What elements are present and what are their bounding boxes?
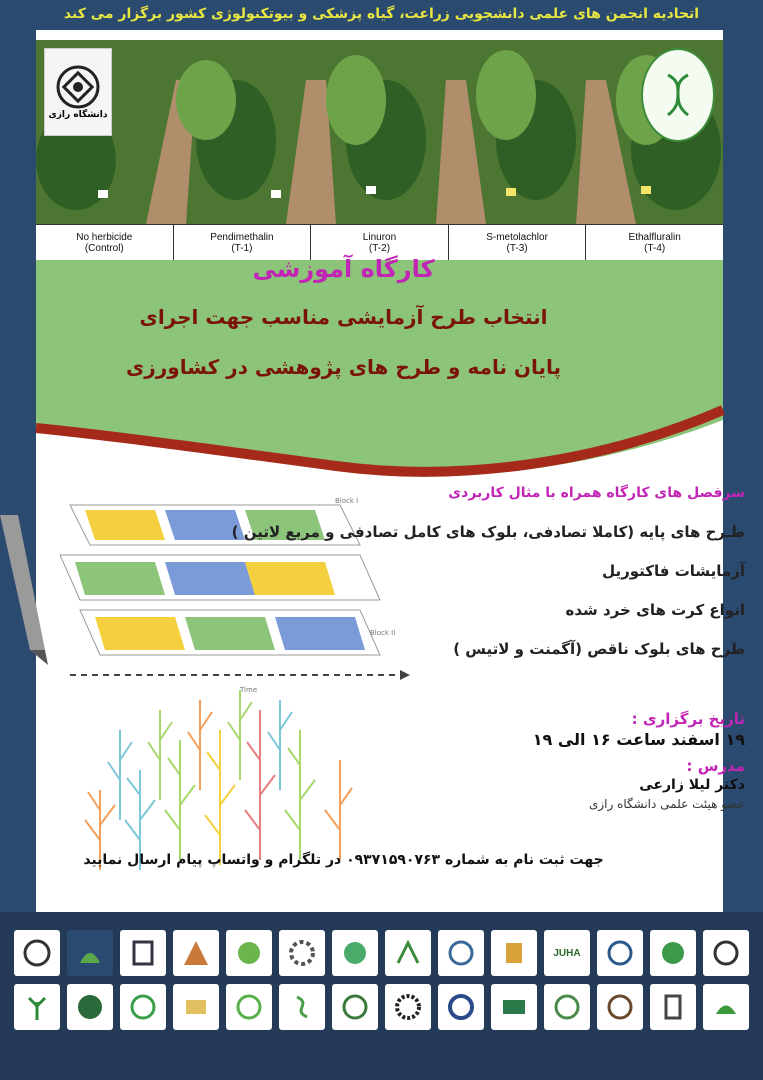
teacher-label: مدرس :: [686, 757, 745, 775]
sponsor-logo: [597, 984, 643, 1030]
sponsor-logo: [226, 930, 272, 976]
sponsor-logo: [173, 930, 219, 976]
treatment-name: Ethalfluralin: [628, 232, 681, 243]
treatment-name: Pendimethalin: [210, 232, 274, 243]
header-text: اتحادیه انجمن های علمی دانشجویی زراعت، گیاه پزشکی و بیوتکنولوژی کشور برگزار می کند: [63, 6, 700, 22]
treatment-name: No herbicide: [76, 232, 133, 243]
workshop-title: کارگاه آموزشی: [252, 255, 435, 283]
sponsor-logo: [597, 930, 643, 976]
sponsor-logo: [332, 930, 378, 976]
syllabus-item: انواع کرت های خرد شده: [565, 601, 745, 619]
sponsor-logo: [120, 930, 166, 976]
teacher-title: عضو هیئت علمی دانشگاه رازی: [588, 797, 745, 811]
axis-label: Time: [240, 686, 258, 694]
sponsor-logo: [332, 984, 378, 1030]
syllabus-item: آزمایشات فاکتوریل: [602, 562, 745, 580]
date-label: تاریخ برگزاری :: [631, 710, 745, 728]
treatment-code: (Control): [84, 243, 124, 254]
sponsor-logo: [120, 984, 166, 1030]
event-info: [425, 710, 745, 811]
teacher-name: دکتر لیلا زارعی: [639, 777, 745, 793]
plot-yellow: [85, 510, 165, 540]
topic-line-2: پایان نامه و طرح های پژوهشی در کشاورزی: [125, 355, 562, 379]
sponsor-logo: [703, 930, 749, 976]
sponsor-logo: [544, 984, 590, 1030]
sponsor-logo: [67, 984, 113, 1030]
dna-plant-icon: [653, 70, 703, 120]
association-logo: [641, 48, 715, 142]
treatment-code: (T-2): [368, 243, 391, 254]
syllabus-heading: سرفصل های کارگاه همراه با مثال کاربردی: [448, 485, 745, 501]
gradient-arrow: [0, 515, 45, 650]
treatment-code: (T-4): [644, 243, 666, 254]
sponsor-logo: [279, 930, 325, 976]
sponsor-logo: [226, 984, 272, 1030]
sponsor-row-1: [14, 930, 749, 976]
razi-university-logo: [44, 48, 112, 136]
sponsor-logo-text: JUHA: [553, 947, 581, 959]
sponsor-logo: [67, 930, 113, 976]
sponsor-logo: [703, 984, 749, 1030]
sponsor-logo: [173, 984, 219, 1030]
plot-yellow: [95, 617, 185, 650]
syllabus: [185, 485, 745, 679]
syllabus-item: طرح های بلوک ناقص (آگمنت و لاتیس ): [453, 640, 745, 658]
sponsor-logo: [491, 984, 537, 1030]
sponsor-logos: [0, 912, 763, 1080]
treatment-code: (T-3): [506, 243, 528, 254]
treatment-name: Linuron: [362, 232, 397, 243]
razi-emblem-icon: [55, 64, 101, 110]
sponsor-logo: [438, 984, 484, 1030]
razi-logo-text: دانشگاه رازی: [48, 110, 108, 120]
sponsor-row-2: [14, 984, 749, 1030]
field-photo: [36, 40, 723, 224]
sponsor-logo: [14, 930, 60, 976]
plants-illustration: [60, 670, 360, 880]
block-label: Block II: [370, 629, 396, 637]
treatment-name: S-metolachlor: [486, 232, 548, 243]
sponsor-logo: [544, 930, 590, 976]
sponsor-logo: [385, 984, 431, 1030]
block-label: Block I: [335, 497, 359, 505]
sponsor-logo: [650, 930, 696, 976]
crop-field-image: [36, 40, 723, 224]
sponsor-logo: [491, 930, 537, 976]
sponsor-logo: [650, 984, 696, 1030]
plot-green: [75, 562, 165, 595]
treatment-code: (T-1): [231, 243, 253, 254]
syllabus-item: طـرح های پایه (کاملا تصادفی، بلوک های کامل تصادفی و مربع لاتین ): [231, 523, 745, 541]
registration-text: جهت ثبت نام به شماره ۰۹۳۷۱۵۹۰۷۶۳ در تلگرام و واتساپ پیام ارسال نمایید: [83, 852, 604, 868]
sponsor-logo: [438, 930, 484, 976]
sponsor-logo: [279, 984, 325, 1030]
sponsor-logo: [385, 930, 431, 976]
topic-line-1: انتخاب طرح آزمایشی مناسب جهت اجرای: [139, 305, 548, 329]
sponsor-logo: [14, 984, 60, 1030]
date-value: ۱۹ اسفند ساعت ۱۶ الی ۱۹: [532, 730, 745, 749]
